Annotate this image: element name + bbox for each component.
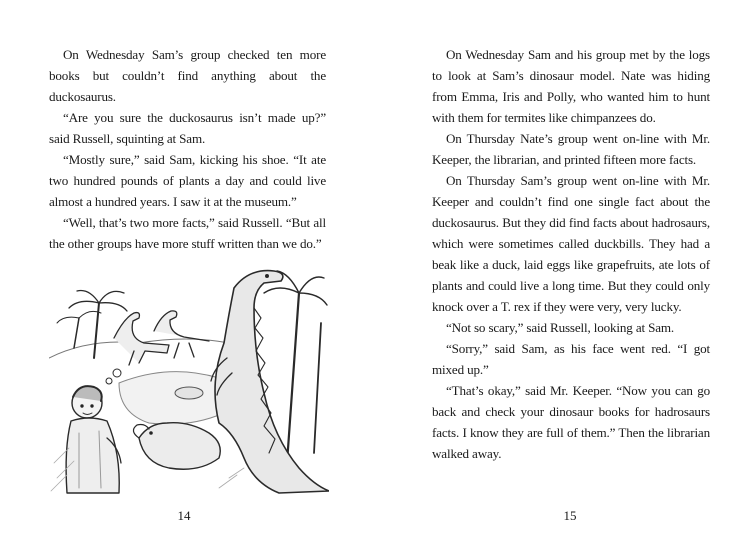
- dinosaur-illustration-icon: [49, 263, 329, 498]
- paragraph: “Sorry,” said Sam, as his face went red. “I got mixed up.”: [432, 341, 710, 377]
- right-page-text: [432, 44, 710, 464]
- paragraph: On Wednesday Sam and his group met by the logs to look at Sam’s dinosaur model. Nate was hiding from Emma, Iris and Polly, who wanted him to hunt with them for termites like chimpanzees do.: [432, 47, 710, 125]
- paragraph: “That’s okay,” said Mr. Keeper. “Now you can go back and check your dinosaur books for hadrosaurs facts. I know they are full of them.” Then the librarian walked away.: [432, 383, 710, 461]
- left-page-text: [49, 44, 326, 254]
- paragraph: “Well, that’s two more facts,” said Russell. “But all the other groups have more stuff written than we do.”: [49, 215, 326, 251]
- paragraph: On Thursday Nate’s group went on-line with Mr. Keeper, the librarian, and printed fifteen more facts.: [432, 131, 710, 167]
- right-page: [378, 0, 756, 549]
- page-number: 15: [563, 508, 577, 523]
- page-number: 14: [177, 508, 191, 523]
- paragraph: On Wednesday Sam’s group checked ten more books but couldn’t find anything about the duckosaurus.: [49, 47, 326, 104]
- paragraph: On Thursday Sam’s group went on-line with Mr. Keeper and couldn’t find one single fact about the duckosaurus. But they did find facts about hadrosaurs, which were sometimes called duckbills. They had a beak like a duck, laid eggs like grapefruits, ate lots of plants and could live a long time. But they could only knock over a T. rex if they were very, very lucky.: [432, 173, 710, 314]
- paragraph: “Are you sure the duckosaurus isn’t made up?” said Russell, squinting at Sam.: [49, 110, 326, 146]
- paragraph: “Mostly sure,” said Sam, kicking his shoe. “It ate two hundred pounds of plants a day and could live almost a hundred years. I saw it at the museum.”: [49, 152, 326, 209]
- paragraph: “Not so scary,” said Russell, looking at Sam.: [446, 320, 675, 335]
